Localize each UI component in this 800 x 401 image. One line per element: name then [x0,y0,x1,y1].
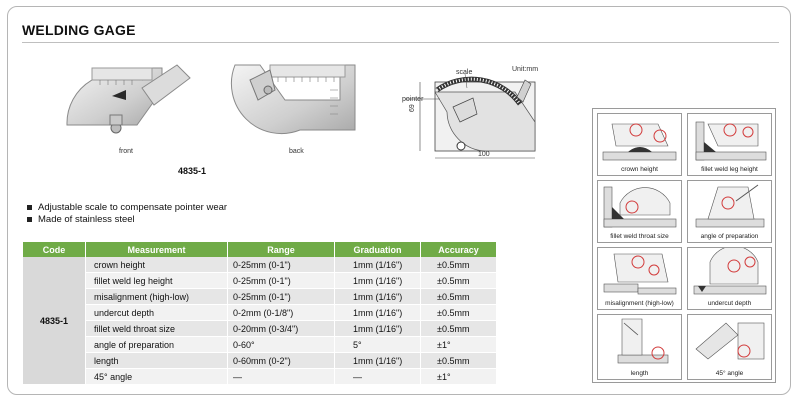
range-cell: 0-2mm (0-1/8") [228,305,335,321]
graduation-cell: — [335,369,421,385]
header-code: Code [23,242,86,257]
header-measurement: Measurement [86,242,228,257]
table-row [23,289,497,305]
range-cell: 0-60° [228,337,335,353]
usage-cell [687,180,772,243]
graduation-cell: 1mm (1/16") [335,305,421,321]
accuracy-cell: ±0.5mm [421,353,497,369]
accuracy-cell: ±0.5mm [421,289,497,305]
gage-back-photo [230,60,370,150]
table-row [23,305,497,321]
range-cell: 0-60mm (0-2") [228,353,335,369]
fillet-leg-usage-icon [688,114,771,164]
crown-height-usage-icon [598,114,681,164]
title-divider [22,42,779,43]
front-caption: front [119,148,134,155]
table-row [23,321,497,337]
measurement-cell: angle of preparation [86,337,228,353]
graduation-cell: 1mm (1/16") [335,257,421,273]
scale-label: scale [456,69,473,76]
pointer-label: pointer [402,96,424,103]
feature-item: Made of stainless steel [27,214,227,226]
usage-cell [597,113,682,176]
usage-label: undercut depth [688,300,771,307]
header-accuracy: Accuracy [421,242,497,257]
gage-front-photo [62,60,212,150]
unit-label: Unit:mm [512,66,539,73]
usage-cell [597,247,682,310]
height-dimension: 69 [409,104,416,112]
usage-label: 45° angle [688,370,771,377]
usage-label: angle of preparation [688,233,771,240]
graduation-cell: 1mm (1/16") [335,321,421,337]
usage-cell [597,314,682,380]
accuracy-cell: ±0.5mm [421,257,497,273]
spec-table [23,242,497,385]
length-usage-icon [598,315,681,367]
header-graduation: Graduation [335,242,421,257]
usage-label: fillet weld leg height [688,166,771,173]
feature-list [27,202,227,226]
45-angle-usage-icon [688,315,771,367]
graduation-cell: 5° [335,337,421,353]
accuracy-cell: ±1° [421,369,497,385]
usage-label: length [598,370,681,377]
usage-cell [687,314,772,380]
page-title: WELDING GAGE [22,22,136,38]
measurement-cell: fillet weld throat size [86,321,228,337]
range-cell: 0-20mm (0-3/4") [228,321,335,337]
usage-cell [597,180,682,243]
code-cell: 4835-1 [23,257,86,385]
table-row [23,257,497,273]
measurement-cell: misalignment (high-low) [86,289,228,305]
usage-cell [687,113,772,176]
measurement-cell: crown height [86,257,228,273]
undercut-usage-icon [688,248,771,298]
measurement-cell: undercut depth [86,305,228,321]
graduation-cell: 1mm (1/16") [335,273,421,289]
table-row [23,273,497,289]
usage-label: fillet weld throat size [598,233,681,240]
table-row [23,337,497,353]
usage-label: crown height [598,166,681,173]
model-number: 4835-1 [178,166,207,176]
range-cell: 0-25mm (0-1") [228,289,335,305]
feature-item: Adjustable scale to compensate pointer wear [27,202,227,214]
measurement-cell: 45° angle [86,369,228,385]
range-cell: 0-25mm (0-1") [228,257,335,273]
accuracy-cell: ±0.5mm [421,273,497,289]
table-row [23,353,497,369]
gage-dimension-drawing [395,62,555,162]
misalignment-usage-icon [598,248,681,298]
width-dimension: 100 [478,151,490,158]
usage-grid [592,108,776,383]
accuracy-cell: ±1° [421,337,497,353]
range-cell: — [228,369,335,385]
usage-label: misalignment (high-low) [598,300,681,307]
table-row [23,369,497,385]
measurement-cell: fillet weld leg height [86,273,228,289]
accuracy-cell: ±0.5mm [421,321,497,337]
graduation-cell: 1mm (1/16") [335,353,421,369]
angle-preparation-usage-icon [688,181,771,231]
header-range: Range [228,242,335,257]
fillet-throat-usage-icon [598,181,681,231]
measurement-cell: length [86,353,228,369]
usage-cell [687,247,772,310]
back-caption: back [289,148,304,155]
accuracy-cell: ±0.5mm [421,305,497,321]
range-cell: 0-25mm (0-1") [228,273,335,289]
graduation-cell: 1mm (1/16") [335,289,421,305]
